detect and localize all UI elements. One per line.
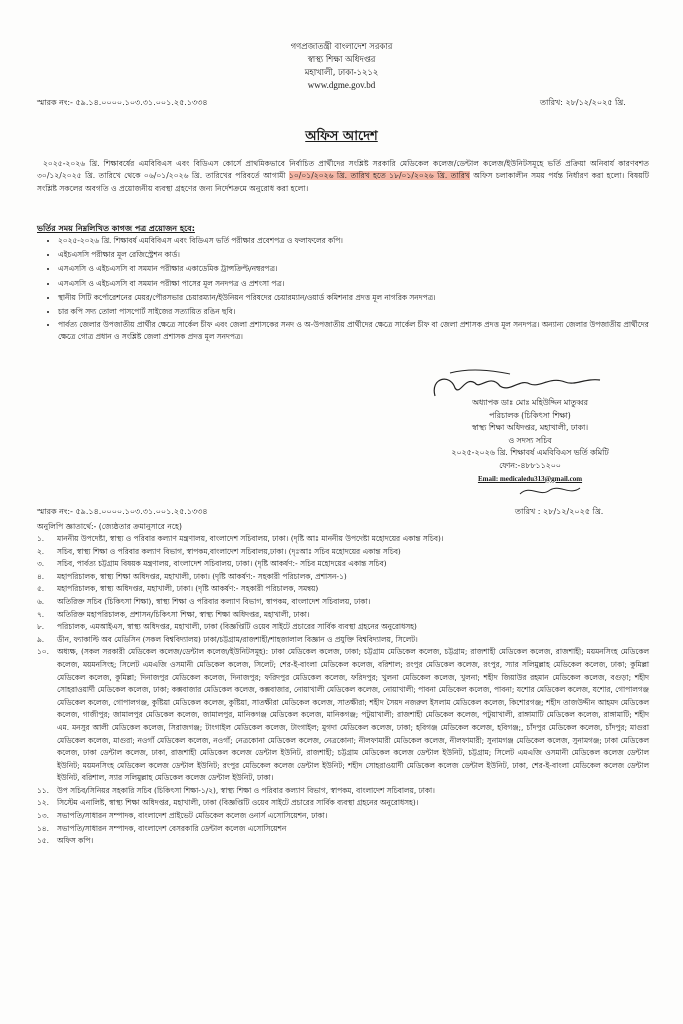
list-item: ৯. ডীন, ফ্যাকাল্টি অব মেডিসিন (সকল বিশ্ববিদ্যালয়) ঢাকা/চট্টগ্রাম/রাজশাহী/শাহজালাল বিজ্ঞান ও প্রযুক্তি বিশ্ববিদ্যালয়, সিলেট। [37,634,418,644]
email-link[interactable]: Email: medicaledu313@gmail.com [477,474,583,483]
order-paragraph: ২০২৫-২০২৬ খ্রি. শিক্ষাবর্ষের এমবিবিএস এবং বিডিএস কোর্সে প্রাথমিকভাবে নির্বাচিত প্রার্থীদের সংশ্লিষ্ট সরকারি মেডিকেল কলেজ/ডেন্টাল কলেজ/ইউনিটসমূহে ভর্তি প্রক্রিয়া অনিবার্য কারণবশত ৩০/১২/২০২৫ খ্রি. তারিখে থেকে ০৬/০১/২০২৬ খ্রি. তারিখের পরিবর্তে আগামী ১০/০১/২০২৬ খ্রি. তারিখ হতে ১৮/০১/২০২৬ খ্রি. তারিখ অফিস চলাকালীন সময় পর্যন্ত নির্ধারণ করা হলো। বিষয়টি সংশ্লিষ্ট সকলের অবগতি ও প্রয়োজনীয় ব্যবস্থা গ্রহণের জন্য নির্দেশক্রমে অনুরোধ করা হলো। [37,159,649,193]
list-item: ১. মাননীয় উপদেষ্টা, স্বাস্থ্য ও পরিবার কল্যাণ মন্ত্রণালয়, বাংলাদেশ সচিবালয়, ঢাকা। (দৃষ্টি আঃ মাননীয় উপদেষ্টা মহোদয়ের একান্ত সচিব)। [37,534,444,543]
initial-signature [515,482,585,500]
memo-date: তারিখ: ২৮/১২/২০২৫ খ্রি. [540,98,626,107]
list-item: ২. সচিব, স্বাস্থ্য শিক্ষা ও পরিবার কল্যাণ বিভাগ, স্বাপকম,বাংলাদেশ সচিবালয়,ঢাকা। (দৃঃআঃ সচিব মহোদয়ের একান্ত সচিব) [37,546,401,556]
signature-image [380,368,680,398]
requirement-item: • এসএসসি ও এইচএসসি বা সমমান পরীক্ষার একাডেমিক ট্রান্সক্রিপ্ট/নম্বরপত্র। [58,262,658,276]
page-title: অফিস আদেশ [305,129,378,144]
govt-name: গণপ্রজাতন্ত্রী বাংলাদেশ সরকার [290,41,393,51]
requirement-item: • স্থানীয় সিটি কর্পোরেশনের মেয়র/পৌরসভার চেয়ারম্যান/ইউনিয়ন পরিষদের চেয়ারম্যান/ওয়ার্ড কমিশনার প্রদত্ত মূল নাগরিক সনদপত্র। [58,291,658,305]
signature-block [390,397,670,485]
signatory-office: স্বাস্থ্য শিক্ষা অধিদপ্তর, মহাখালী, ঢাকা। [471,423,589,433]
memo-number: স্মারক নং:- ৫৯.১৪.০০০০.১০৩.৩১.০০১.২৫.১৩৩৪ [37,98,208,107]
copy-date: তারিখ : ২৮/১২/২০২৫ খ্রি. [515,507,604,516]
highlighted-dates: ১০/০১/২০২৬ খ্রি. তারিখ হতে ১৮/০১/২০২৬ খ্রি. তারিখ [288,171,470,181]
list-item: ১৫. অফিস কপি। [37,836,94,846]
department-name: স্বাস্থ্য শিক্ষা অধিদপ্তর [307,54,376,64]
list-item: ৬. অতিরিক্ত সচিব (চিকিৎসা শিক্ষা), স্বাস্থ্য শিক্ষা ও পরিবার কল্যাণ বিভাগ, স্বাপকম, বাংলাদেশ সচিবালয়, ঢাকা। [37,596,371,606]
list-item: ৪. মহাপরিচালক, স্বাস্থ্য শিক্ষা অধিদপ্তর, মহাখালী, ঢাকা। (দৃষ্টি আকর্ষণ:- সহকারী পরিচালক, প্রশাসন-১) [37,571,347,581]
list-item: ৮. পরিচালক, এমআইএস, স্বাস্থ্য অধিদপ্তর, মহাখালী, ঢাকা (বিজ্ঞপ্তিটি ওয়েব সাইটে প্রচারের সার্বিক ব্যবস্থা গ্রহনের অনুরোধসহ) [37,622,417,632]
list-item: ৭. অতিরিক্ত মহাপরিচালক, প্রশাসন/চিকিৎসা শিক্ষা, স্বাস্থ্য শিক্ষা অধিদপ্তর, মহাখালী, ঢাকা। [37,609,310,619]
requirement-item: • ২০২৫-২০২৬ খ্রি. শিক্ষাবর্ষ এমবিবিএস এবং বিডিএস ভর্তি পরীক্ষার প্রবেশপত্র ও ফলাফলের কপি। [58,234,658,248]
letterhead [0,40,683,92]
website-link[interactable]: www.dgme.gov.bd [307,80,376,90]
copy-heading: অনুলিপি জ্ঞাতার্থে:- (জ্যেষ্ঠতার ক্রমানুসারে নহে) [37,522,182,531]
list-item: ১৪. সভাপতি/সাধারন সম্পাদক, বাংলাদেশ বেসরকারি ডেন্টাল কলেজ এসোসিয়েশন [37,823,287,833]
list-item: ৩. সচিব, পার্বত্য চট্টগ্রাম বিষয়ক মন্ত্রণালয়, বাংলাদেশ সচিবালয়, ঢাকা। (দৃষ্টি আকর্ষণ:- সচিব মহোদয়ের একান্ত সচিব) [37,559,387,569]
requirement-item: • পার্বত্য জেলার উপজাতীয় প্রার্থীর ক্ষেত্রে সার্কেল চীফ এবং জেলা প্রশাসকের সনদ ও অ-উপজাতীয় প্রার্থীদের ক্ষেত্রে সার্কেল চীফ বা জেলা প্রশাসক প্রদত্ত মূল সনদপত্র। অন্যান্য জেলার উপজাতীয় প্রার্থীদের ক্ষেত্রে গোত্র প্রধান ও সংশ্লিষ্ট জেলা প্রশাসক প্রদত্ত মূল সনদপত্র। [58,319,658,343]
requirement-item: • এসএসসি ও এইচএসসি বা সমমান পরীক্ষা পাসের মূল সনদপত্র ও প্রশংসা পত্র। [58,277,658,291]
signatory-role: ও সদস্য সচিব [508,435,552,445]
list-item: ১০. অধ্যক্ষ, (সকল সরকারী মেডিকেল কলেজ/ডেন্টাল কলেজ/ইউনিটসমূহ): ঢাকা মেডিকেল কলেজ, ঢাকা; চট্টগ্রাম মেডিকেল কলেজ, চট্টগ্রাম; রাজশাহী মেডিকেল কলেজ, রাজশাহী; ময়মনসিংহ মেডিকেল কলেজ, ময়মনসিংহ; সিলেট এমএজি ওসমানী মেডিকেল কলেজ, সিলেট; শের-ই-বাংলা মেডিকেল কলেজ, বরিশাল; রংপুর মেডিকেল কলেজ, রংপুর, স্যার সলিমুল্লাহ মেডিকেল কলেজ, ঢাকা; কুমিল্লা মেডিকেল কলেজ, কুমিল্লা; দিনাজপুর মেডিকেল কলেজ, দিনাজপুর; ফরিদপুর মেডিকেল কলেজ, ফরিদপুর; খুলনা মেডিকেল কলেজ, খুলনা; শহীদ জিয়াউর রহমান মেডিকেল কলেজ, বগুড়া; শহীদ সোহরাওয়ার্দী মেডিকেল কলেজ, ঢাকা; কক্সবাজার মেডিকেল কলেজ, কক্সবাজার, নোয়াখালী মেডিকেল কলেজ, নোয়াখালী; পাবনা মেডিকেল কলেজ, পাবনা; যশোর মেডিকেল কলেজ, যশোর, গোপালগঞ্জ মেডিকেল কলেজ, গোপালগঞ্জ, কুষ্টিয়া মেডিকেল কলেজ, কুষ্টিয়া, সাতক্ষীরা মেডিকেল কলেজ, সাতক্ষীরা; শহীদ সৈয়দ নজরুল ইসলাম মেডিকেল কলেজ, কিশোরগঞ্জ; শহীদ তাজউদ্দীন আহমদ মেডিকেল কলেজ, গাজীপুর; জামালপুর মেডিকেল কলেজ, জামালপুর, মানিকগঞ্জ মেডিকেল কলেজ, মানিকগঞ্জ; পটুয়াখালী; রাজশাহী মেডিকেল কলেজ, পটুয়াখালী, রাঙ্গামাটি মেডিকেল কলেজ, রাঙ্গামাটি; শহীদ এম. মনসুর আলী মেডিকেল কলেজ, সিরাজগঞ্জ; টাংগাইল মেডিকেল কলেজ, টাংগাইল; মুগদা মেডিকেল কলেজ, ঢাকা; হবিগঞ্জ মেডিকেল কলেজ, হবিগঞ্জ;, চাঁদপুর মেডিকেল কলেজ, চাঁদপুর; মাগুরা মেডিকেল কলেজ, মাগুরা; নওগাঁ মেডিকেল কলেজ, নওগাঁ; নেত্রকোনা মেডিকেল কলেজ, নেত্রকোনা; নীলফামারী মেডিকেল কলেজ, নীলফামারী; সুনামগঞ্জ মেডিকেল কলেজ, সুনামগঞ্জ; ঢাকা মেডিকেল কলেজ, ঢাকা ডেন্টাল কলেজ, ঢাকা, রাজশাহী মেডিকেল কলেজ ডেন্টাল ইউনিট, রাজশাহী; চট্টগ্রাম মেডিকেল কলেজ ডেন্টাল ইউনিট, চট্টগ্রাম; সিলেট এমএজি ওসমানী মেডিকেল কলেজ ডেন্টাল ইউনিট; ময়মনসিংহ মেডিকেল কলেজ ডেন্টাল ইউনিট; রংপুর মেডিকেল কলেজ ডেন্টাল ইউনিট; শহীদ সোহরাওয়ার্দী মেডিকেল কলেজ ডেন্টাল ইউনিট, ঢাকা, শের-ই-বাংলা মেডিকেল কলেজ ডেন্টাল ইউনিট, বরিশাল, স্যার সলিমুল্লাহ মেডিকেল কলেজ ডেন্টাল ইউনিট, ঢাকা। [37,647,649,783]
list-item: ৫. মহাপরিচালক, স্বাস্থ্য অধিদপ্তর, মহাখালী, ঢাকা। (দৃষ্টি আকর্ষণ:- সহকারী পরিচালক, সমন্বয়) [37,584,319,594]
requirement-item: • এইচএসসি পরীক্ষার মূল রেজিস্ট্রেশন কার্ড। [58,248,658,262]
list-item: ১৩. সভাপতি/সাধারন সম্পাদক, বাংলাদেশ প্রাইভেট মেডিকেল কলেজ ওনার্স এসোসিয়েশন, ঢাকা। [37,811,328,821]
address: মহাখালী, ঢাকা-১২১২ [304,67,379,77]
signatory-designation: পরিচালক (চিকিৎসা শিক্ষা) [489,410,571,420]
list-item: ১২. সিস্টেম এনালিষ্ট, স্বাস্থ্য শিক্ষা অধিদপ্তর, মহাখালী, ঢাকা (বিজ্ঞপ্তিটি ওয়েব সাইটে প্রচারের সার্বিক ব্যবস্থা গ্রহনের অনুরোধসহ)। [37,798,419,808]
signatory-name: অধ্যাপক ডাঃ মোঃ মহিউদ্দিন মাতুব্বর [472,398,588,407]
committee-name: ২০২৫-২০২৬ খ্রি. শিক্ষাবর্ষ এমবিবিএস ভর্তি কমিটি [451,448,609,458]
copy-recipients-list [37,533,649,848]
list-item: ১১. উপ সচিব/সিনিয়র সহকারি সচিব (চিকিৎসা শিক্ষা-১/২), স্বাস্থ্য শিক্ষা ও পরিবার কল্যাণ বিভাগ, স্বাপকম, বাংলাদেশ সচিবালয়, ঢাকা। [37,785,435,795]
requirements-heading: ভর্তির সময় নিম্নলিখিত কাগজ পত্র প্রয়োজন হবে: [37,224,195,233]
phone-number: ফোন:-৪৮৮১১২০০ [499,460,561,470]
requirements-list [48,234,658,343]
copy-memo-number: স্মারক নং:- ৫৯.১৪.০০০০.১০৩.৩১.০০১.২৫.১৩৩৪ [37,507,208,516]
requirement-item: • চার কপি সদ্য তোলা পাসপোর্ট সাইজের সত্যায়িত রঙিন ছবি। [58,305,658,319]
